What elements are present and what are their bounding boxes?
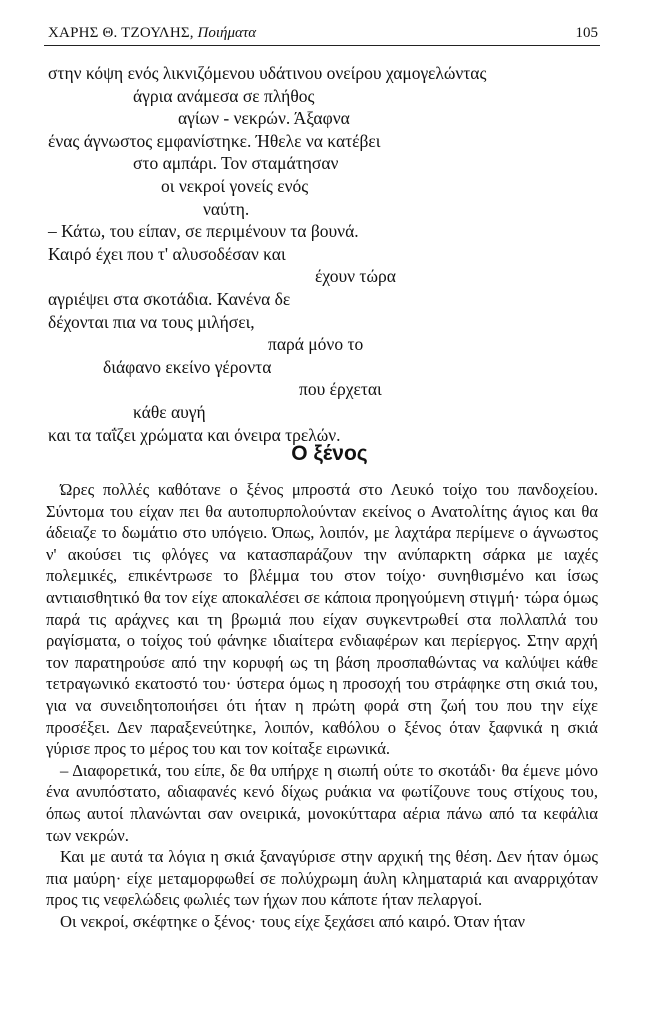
poem-continuation bbox=[0, 62, 659, 446]
section-title: Ο ξένος bbox=[291, 442, 368, 465]
poem-line: και τα ταΐζει χρώματα και όνειρα τρελών. bbox=[48, 424, 341, 445]
paragraph: – Διαφορετικά, του είπε, δε θα υπήρχε η σιωπή ούτε το σκοτάδι· θα έμενε μόνο ένα ανυπόστατο, αδιαφανές κενό δίχως ρυάκια να φωτίζουνε τους στίχους του, όπως αυτοί πλανώνται σαν ονειρικά, μονοκύτταρα αέρια πάνω από τα κεφάλια των νεκρών. bbox=[46, 760, 598, 845]
author-name: ΧΑΡΗΣ Θ. ΤΖΟΥΛΗΣ, bbox=[48, 25, 194, 41]
poem-line: οι νεκροί γονείς ενός bbox=[161, 175, 309, 196]
poem-line: αγίων - νεκρών. Άξαφνα bbox=[178, 108, 350, 129]
poem-line: έχουν τώρα bbox=[315, 266, 396, 287]
poem-line: ένας άγνωστος εμφανίστηκε. Ήθελε να κατέβει bbox=[48, 130, 381, 151]
poem-line: διάφανο εκείνο γέροντα bbox=[103, 356, 272, 377]
poem-line: αγριέψει στα σκοτάδια. Κανένα δε bbox=[48, 288, 291, 309]
poem-line: στην κόψη ενός λικνιζόμενου υδάτινου ονείρου χαμογελώντας bbox=[48, 63, 487, 83]
page-number: 105 bbox=[575, 25, 598, 41]
paragraph: Οι νεκροί, σκέφτηκε ο ξένος· τους είχε ξεχάσει από καιρό. Όταν ήταν bbox=[60, 911, 526, 931]
poem-line: Καιρό έχει που τ' αλυσοδέσαν και bbox=[48, 243, 286, 264]
poem-line: άγρια ανάμεσα σε πλήθος bbox=[133, 85, 315, 106]
poem-line: δέχονται πια να τους μιλήσει, bbox=[48, 311, 255, 332]
poem-line: – Κάτω, του είπαν, σε περιμένουν τα βουνά. bbox=[48, 221, 359, 242]
poem-line: παρά μόνο το bbox=[268, 334, 364, 355]
paragraph: Ώρες πολλές καθότανε ο ξένος μπροστά στο Λευκό τοίχο του πανδοχείου. Σύντομα του είχαν πει θα αυτοπυρπολούνταν εκείνος ο Ανατολίτης άγιος και θα άδειαζε το δωμάτιο στο υπόγειο. Όπως, λοιπόν, με λαχτάρα περίμενε ο άγνωστος ν' ακούσει τις φλόγες να κατασπαράζουν την ανύπαρκτη σάρκα με ιαχές πολεμικές, επικέντρωσε το βλέμμα του στον τοίχο· συνηθισμένο και ίσως αντιαισθητικό θα τον είχε αποκαλέσει σε κάποια προηγούμενη στιγμή· τώρα όμως παρά τις αράχνες και τη βρωμιά που είχαν συγκεντρωθεί στα πολλαπλά του ραγίσματα, ο τοίχος τού φάνηκε ιδιαίτερα ενδιαφέρων και περίεργος. Στην αρχή τον παρατηρούσε από την κορυφή ως τη βάση προσπαθώντας να καλύψει κάθε τετραγωνικό εκατοστό του· ύστερα όμως η προσοχή του στράφηκε στη σκιά του, για να συνειδητοποιήσει ότι ήταν η πρώτη φορά στη ζωή του που την είχε προσέξει. Δεν παραξενεύτηκε, λοιπόν, καθόλου ο ξένος όταν ξαφνικά η σκιά γύρισε προς το μέρος του και τον κοίταξε ειρωνικά. bbox=[46, 480, 598, 759]
story-body bbox=[46, 479, 598, 932]
poem-line: ναύτη. bbox=[203, 198, 250, 219]
poem-line: που έρχεται bbox=[299, 379, 382, 400]
paragraph: Και με αυτά τα λόγια η σκιά ξαναγύρισε στην αρχική της θέση. Δεν ήταν όμως πια μαύρη· είχε μεταμορφωθεί σε πολύχρωμη άυλη κληματαριά και αναρριχόταν προς τις νεφελώδεις φωλιές των ήχων που κάποτε ήταν πελαργοί. bbox=[46, 847, 598, 910]
header-rule bbox=[44, 45, 600, 46]
poem-line: στο αμπάρι. Τον σταμάτησαν bbox=[133, 153, 339, 174]
running-header bbox=[48, 24, 598, 42]
poem-line: κάθε αυγή bbox=[133, 401, 206, 422]
book-title: Ποιήματα bbox=[197, 25, 257, 41]
